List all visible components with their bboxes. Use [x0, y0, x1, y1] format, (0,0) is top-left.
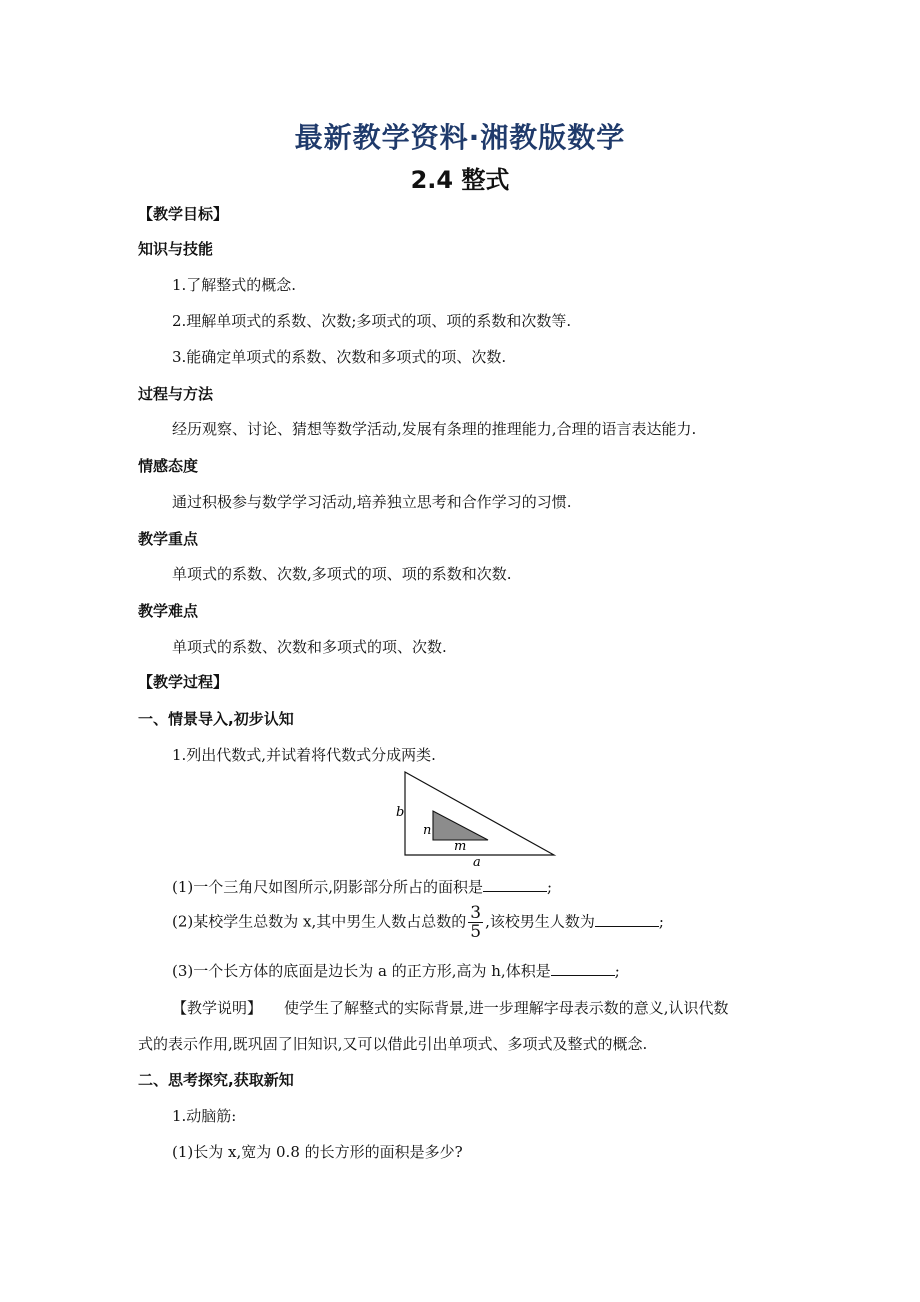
answer-blank-2[interactable]	[595, 912, 659, 927]
part2-question1: (1)长为 x,宽为 0.8 的长方形的面积是多少?	[172, 1143, 463, 1161]
teaching-note-text-1: 使学生了解整式的实际背景,进一步理解字母表示数的意义,认识代数	[284, 999, 729, 1017]
part1-item1: 1.列出代数式,并试着将代数式分成两类.	[172, 746, 436, 764]
label-n: n	[423, 823, 432, 838]
question-1-end: ;	[547, 878, 553, 896]
outer-triangle	[405, 772, 554, 855]
answer-blank-3[interactable]	[551, 961, 615, 976]
question-2-end: ;	[658, 912, 664, 931]
label-a: a	[473, 855, 481, 870]
heading-part2: 二、思考探究,获取新知	[138, 1071, 294, 1089]
knowledge-item-1: 1.了解整式的概念.	[172, 276, 297, 294]
heading-part1: 一、情景导入,初步认知	[138, 710, 294, 728]
key-text: 单项式的系数、次数,多项式的项、项的系数和次数.	[172, 565, 512, 583]
banner-title: 最新教学资料·湘教版数学	[294, 121, 626, 154]
heading-procedure: 【教学过程】	[138, 673, 229, 691]
shaded-triangle	[433, 811, 488, 840]
heading-difficulty: 教学难点	[138, 602, 199, 620]
fraction-denominator: 5	[470, 922, 482, 942]
heading-emotion: 情感态度	[138, 457, 199, 475]
question-2-text-b: ,该校男生人数为	[485, 912, 595, 931]
emotion-text: 通过积极参与数学学习活动,培养独立思考和合作学习的习惯.	[172, 493, 572, 511]
teaching-note-label: 【教学说明】	[172, 999, 263, 1017]
question-3-end: ;	[614, 962, 620, 980]
question-1	[172, 876, 552, 897]
triangle-ruler-figure	[390, 768, 562, 870]
fraction-three-fifths	[468, 904, 483, 941]
heading-objectives: 【教学目标】	[138, 205, 229, 223]
difficulty-text: 单项式的系数、次数和多项式的项、次数.	[172, 638, 447, 656]
heading-process: 过程与方法	[138, 385, 214, 403]
lesson-title: 2.4 整式	[410, 166, 510, 194]
part2-item1: 1.动脑筋:	[172, 1107, 237, 1125]
answer-blank-1[interactable]	[483, 877, 547, 892]
question-2	[172, 904, 664, 941]
teaching-note-line2: 式的表示作用,既巩固了旧知识,又可以借此引出单项式、多项式及整式的概念.	[138, 1035, 648, 1053]
question-1-text: (1)一个三角尺如图所示,阴影部分所占的面积是	[172, 878, 484, 896]
label-b: b	[396, 805, 405, 820]
question-3-text: (3)一个长方体的底面是边长为 a 的正方形,高为 h,体积是	[172, 962, 551, 980]
label-m: m	[454, 839, 467, 854]
heading-knowledge: 知识与技能	[138, 240, 214, 258]
knowledge-item-2: 2.理解单项式的系数、次数;多项式的项、项的系数和次数等.	[172, 312, 572, 330]
heading-key: 教学重点	[138, 530, 199, 548]
process-text: 经历观察、讨论、猜想等数学活动,发展有条理的推理能力,合理的语言表达能力.	[172, 420, 697, 438]
question-3	[172, 960, 620, 981]
knowledge-item-3: 3.能确定单项式的系数、次数和多项式的项、次数.	[172, 348, 507, 366]
fraction-numerator: 3	[470, 903, 482, 923]
question-2-text-a: (2)某校学生总数为 x,其中男生人数占总数的	[172, 912, 467, 931]
teaching-note-line1	[172, 997, 729, 1018]
